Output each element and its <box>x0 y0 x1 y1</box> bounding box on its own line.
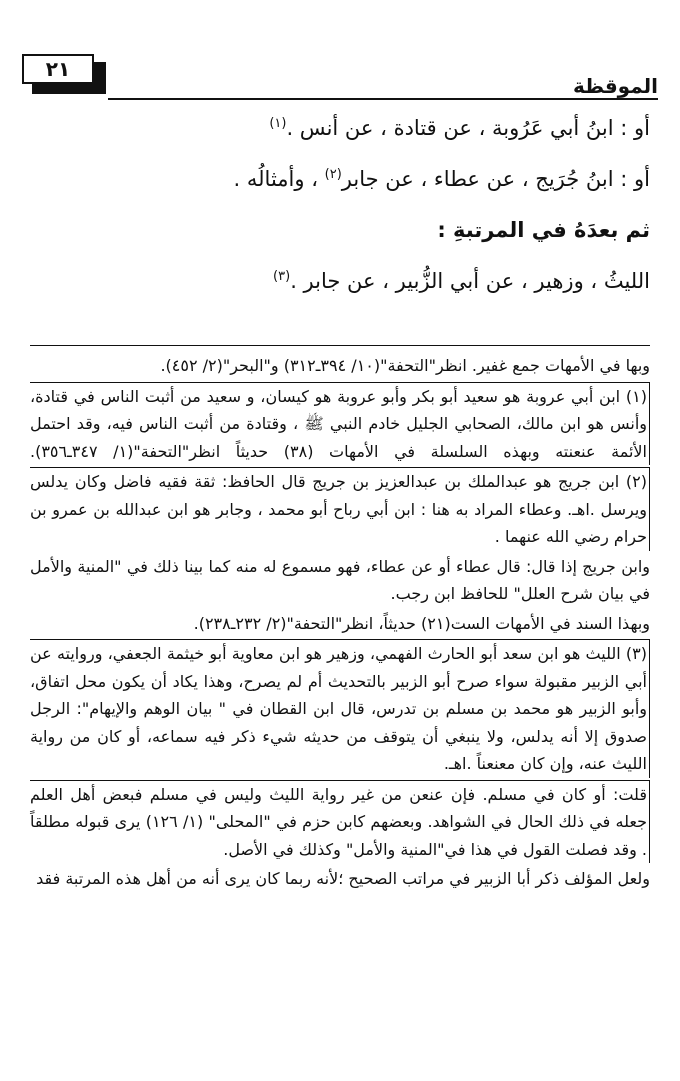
running-title: الموقظة <box>572 74 658 98</box>
footnote-continuation: وبها في الأمهات جمع غفير. انظر"التحفة"(١٠/ ٣٩٤ـ٣١٢) و"البحر"(٢/ ٤٥٢). <box>160 356 650 375</box>
footnote-2-continued: وابن جريج إذا قال: قال عطاء أو عن عطاء، فهو مسموع له منه كما بينا ذلك في "المنية والأمل في بيان شرح العلل" للحافظ ابن رجب. <box>30 556 650 603</box>
footnote-3: (٣) الليث هو ابن سعد أبو الحارث الفهمي، وزهير هو ابن معاوية أبو خيثمة الجعفي، وروايته عن أبي الزبير مقبولة سواء صرح أبو الزبير بالتحديث أم لم يصرح، وهذا يكاد أن يكون محل اتفاق، وأبو الزبير هو محمد بن مسلم بن تدرس، قال ابن القطان في " بيان الوهم والإيهام": الرجل صدوق إلا أنه يدلس، ولا ينبغي أن يتوقف من حديثه شيء ذكر فيه سماعه، أو كان من رواية الليث عنه، وإن كان معنعناً .اهـ. <box>30 639 650 778</box>
header-rule <box>108 98 658 100</box>
main-line-1 <box>30 114 650 142</box>
main-line-4-text: الليثُ ، وزهير ، عن أبي الزُّبير ، عن جابر . <box>290 269 650 293</box>
footnote-ref-2: (٢) <box>324 167 342 182</box>
footnote-3-continued: قلت: أو كان في مسلم. فإن عنعن من غير رواية الليث وليس في مسلم فبعض أهل العلم جعله في ذلك الحال في الشواهد. وبعضهم كابن حزم في "المحلى" (١/ ١٢٦) يرى قبوله مطلقاً . وقد فصلت القول في هذا في"المنية والأمل" وكذلك في الأصل. <box>30 780 650 864</box>
main-text <box>30 114 650 318</box>
footnote-1: (١) ابن أبي عروبة هو سعيد أبو بكر وأبو عروبة هو كيسان، و سعيد من أثبت الناس في قتادة، وأنس هو ابن مالك، الصحابي الجليل خادم النبي ﷺ ، وقتادة من أثبت الناس فيه، وقد احتمل الأئمة عنعنته وبهذه السلسلة في الأمهات (٣٨) حديثاً انظر"التحفة"(١/ ٣٤٧ـ٣٥٦). <box>30 382 650 466</box>
footnote-2: (٢) ابن جريج هو عبدالملك بن عبدالعزيز بن جريج قال الحافظ: ثقة فقيه فاضل وكان يدلس ويرسل .اهـ. وعطاء المراد به هنا : ابن أبي رباح أبو محمد ، وجابر هو ابن عبدالله بن عمرو بن حرام رضي الله عنهما . <box>30 467 650 551</box>
main-line-2-tail: ، وأمثالُه . <box>233 167 325 191</box>
footnote-2-continued-2: وبهذا السند في الأمهات الست(٢١) حديثاً، انظر"التحفة"(٢/ ٢٣٢ـ٢٣٨). <box>193 613 650 633</box>
footnote-ref-1: (١) <box>269 116 287 131</box>
footnote-3-continued-2: ولعل المؤلف ذكر أبا الزبير في مراتب الصحيح ؛لأنه ربما كان يرى أنه من أهل هذه المرتبة فقد <box>36 869 650 888</box>
footnotes <box>30 352 650 895</box>
footnote-ref-3: (٣) <box>273 269 291 284</box>
main-line-4 <box>30 267 650 295</box>
page-number: ٢١ <box>22 54 94 84</box>
footnote-separator <box>30 345 650 346</box>
main-line-1-text: أو : ابنُ أبي عَرُوبة ، عن قتادة ، عن أنس . <box>286 116 650 140</box>
page-header <box>22 48 658 100</box>
main-line-2 <box>30 165 650 193</box>
main-line-2-text: أو : ابنُ جُرَيج ، عن عطاء ، عن جابر <box>341 167 650 191</box>
page-number-box <box>22 54 108 94</box>
main-line-3-heading: ثم بعدَهُ في المرتبةِ : <box>437 218 650 242</box>
